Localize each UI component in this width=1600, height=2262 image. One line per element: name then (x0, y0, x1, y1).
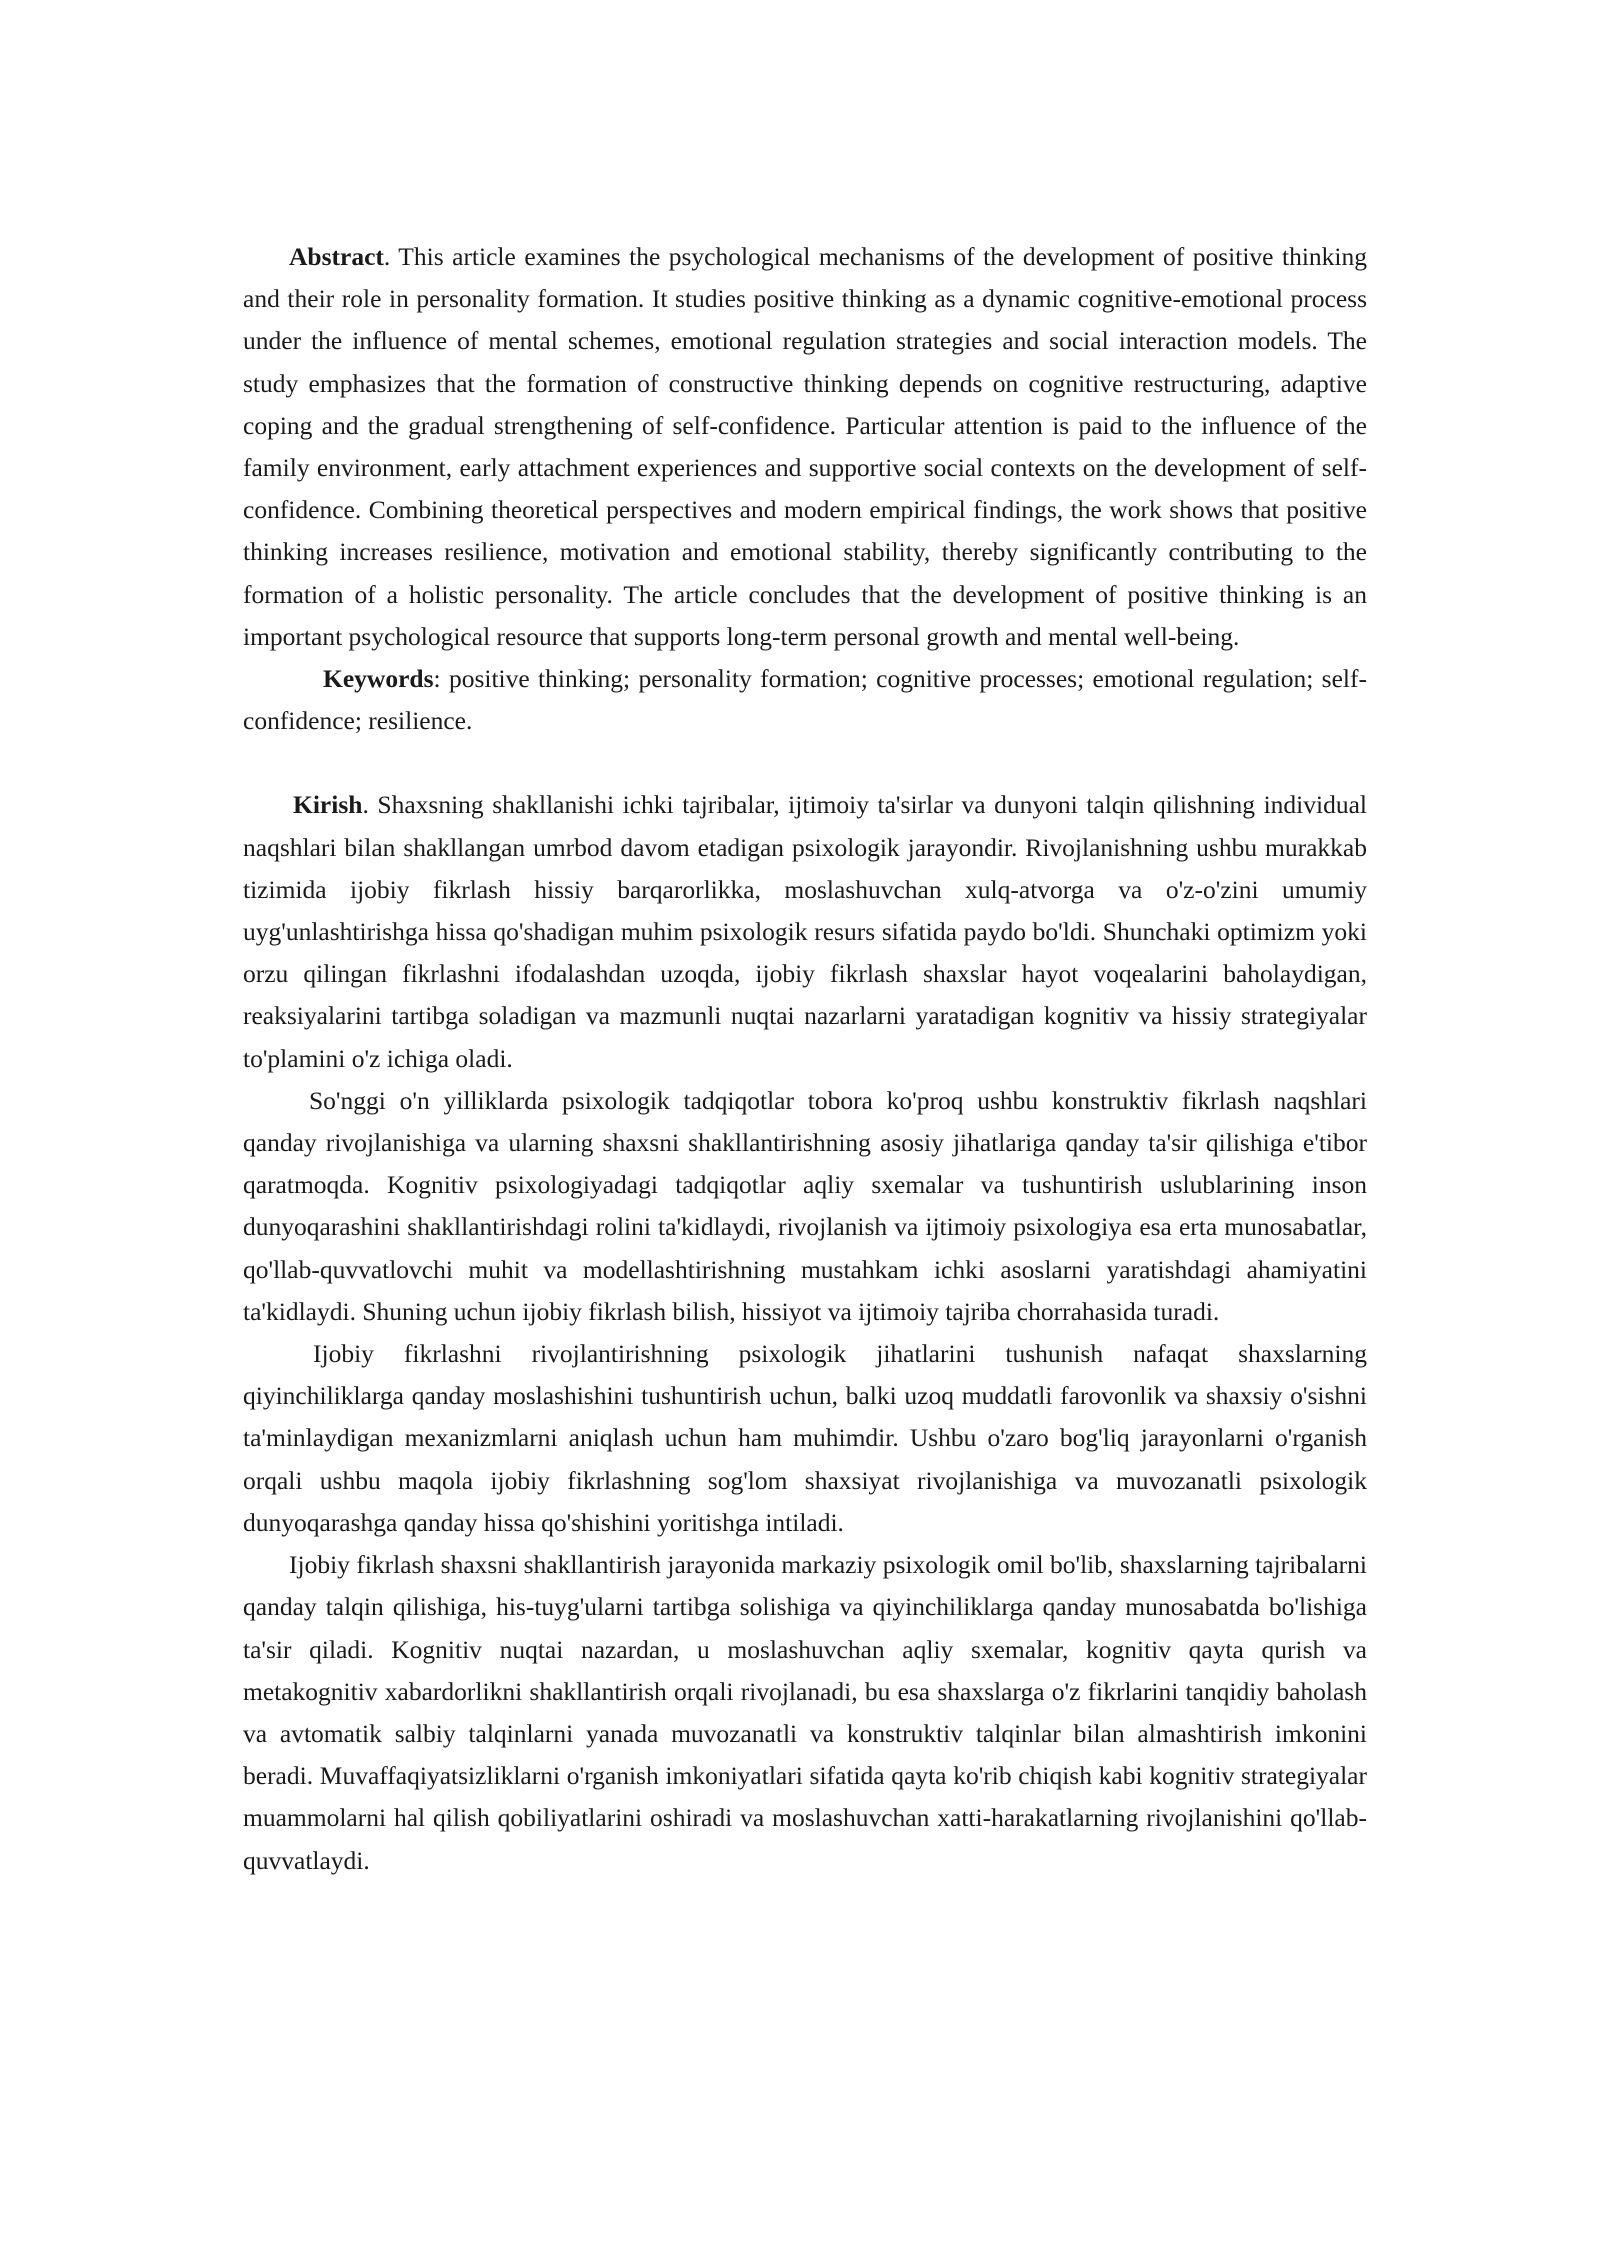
introduction-paragraph (243, 784, 1367, 1079)
abstract-paragraph (243, 236, 1367, 658)
body-paragraph: Ijobiy fikrlash shaxsni shakllantirish jarayonida markaziy psixologik omil bo'lib, shaxslarning tajribalarni qanday talqin qilishiga, his-tuyg'ularni tartibga solishiga va qiyinchiliklarga qanday munosabatda bo'lishiga ta'sir qiladi. Kognitiv nuqtai nazardan, u moslashuvchan aqliy sxemalar, kognitiv qayta qurish va metakognitiv xabardorlikni shakllantirish orqali rivojlanadi, bu esa shaxslarga o'z fikrlarini tanqidiy baholash va avtomatik salbiy talqinlarni yanada muvozanatli va konstruktiv talqinlar bilan almashtirish imkonini beradi. Muvaffaqiyatsizliklarni o'rganish imkoniyatlari sifatida qayta ko'rib chiqish kabi kognitiv strategiyalar muammolarni hal qilish qobiliyatlarini oshiradi va moslashuvchan xatti-harakatlarning rivojlanishini qo'llab-quvvatlaydi. (243, 1550, 1367, 1875)
introduction-label: Kirish (293, 790, 363, 820)
keywords-text: : positive thinking; personality formation; cognitive processes; emotional regulation; self-confidence; resilience. (243, 664, 1367, 736)
keywords-label: Keywords (323, 664, 434, 694)
abstract-text: . This article examines the psychological mechanisms of the development of positive thinking and their role in personality formation. It studies positive thinking as a dynamic cognitive-emotional process under the influence of mental schemes, emotional regulation strategies and social interaction models. The study emphasizes that the formation of constructive thinking depends on cognitive restructuring, adaptive coping and the gradual strengthening of self-confidence. Particular attention is paid to the influence of the family environment, early attachment experiences and supportive social contexts on the development of self-confidence. Combining theoretical perspectives and modern empirical findings, the work shows that positive thinking increases resilience, motivation and emotional stability, thereby significantly contributing to the formation of a holistic personality. The article concludes that the development of positive thinking is an important psychological resource that supports long-term personal growth and mental well-being. (243, 242, 1367, 651)
document-page (243, 236, 1367, 1882)
body-paragraph: Ijobiy fikrlashni rivojlantirishning psixologik jihatlarini tushunish nafaqat shaxslarning qiyinchiliklarga qanday moslashishini tushuntirish uchun, balki uzoq muddatli farovonlik va shaxsiy o'sishni ta'minlaydigan mexanizmlarni aniqlash uchun ham muhimdir. Ushbu o'zaro bog'liq jarayonlarni o'rganish orqali ushbu maqola ijobiy fikrlashning sog'lom shaxsiyat rivojlanishiga va muvozanatli psixologik dunyoqarashga qanday hissa qo'shishini yoritishga intiladi. (243, 1339, 1367, 1537)
abstract-label: Abstract (289, 242, 384, 271)
keywords-paragraph (243, 658, 1367, 742)
introduction-text: . Shaxsning shakllanishi ichki tajribalar, ijtimoiy ta'sirlar va dunyoni talqin qilishning individual naqshlari bilan shakllangan umrbod davom etadigan psixologik jarayondir. Rivojlanishning ushbu murakkab tizimida ijobiy fikrlash hissiy barqarorlikka, moslashuvchan xulq-atvorga va o'z-o'zini umumiy uyg'unlashtirishga hissa qo'shadigan muhim psixologik resurs sifatida paydo bo'ldi. Shunchaki optimizm yoki orzu qilingan fikrlashni ifodalashdan uzoqda, ijobiy fikrlash shaxslar hayot voqealarini baholaydigan, reaksiyalarini tartibga soladigan va mazmunli nuqtai nazarlarni yaratadigan kognitiv va hissiy strategiyalar to'plamini o'z ichiga oladi. (243, 790, 1367, 1073)
body-paragraph: So'nggi o'n yilliklarda psixologik tadqiqotlar tobora ko'proq ushbu konstruktiv fikrlash naqshlari qanday rivojlanishiga va ularning shaxsni shakllantirishning asosiy jihatlariga qanday ta'sir qilishiga e'tibor qaratmoqda. Kognitiv psixologiyadagi tadqiqotlar aqliy sxemalar va tushuntirish uslublarining inson dunyoqarashini shakllantirishdagi rolini ta'kidlaydi, rivojlanish va ijtimoiy psixologiya esa erta munosabatlar, qo'llab-quvvatlovchi muhit va modellashtirishning mustahkam ichki asoslarni yaratishdagi ahamiyatini ta'kidlaydi. Shuning uchun ijobiy fikrlash bilish, hissiyot va ijtimoiy tajriba chorrahasida turadi. (243, 1085, 1367, 1326)
